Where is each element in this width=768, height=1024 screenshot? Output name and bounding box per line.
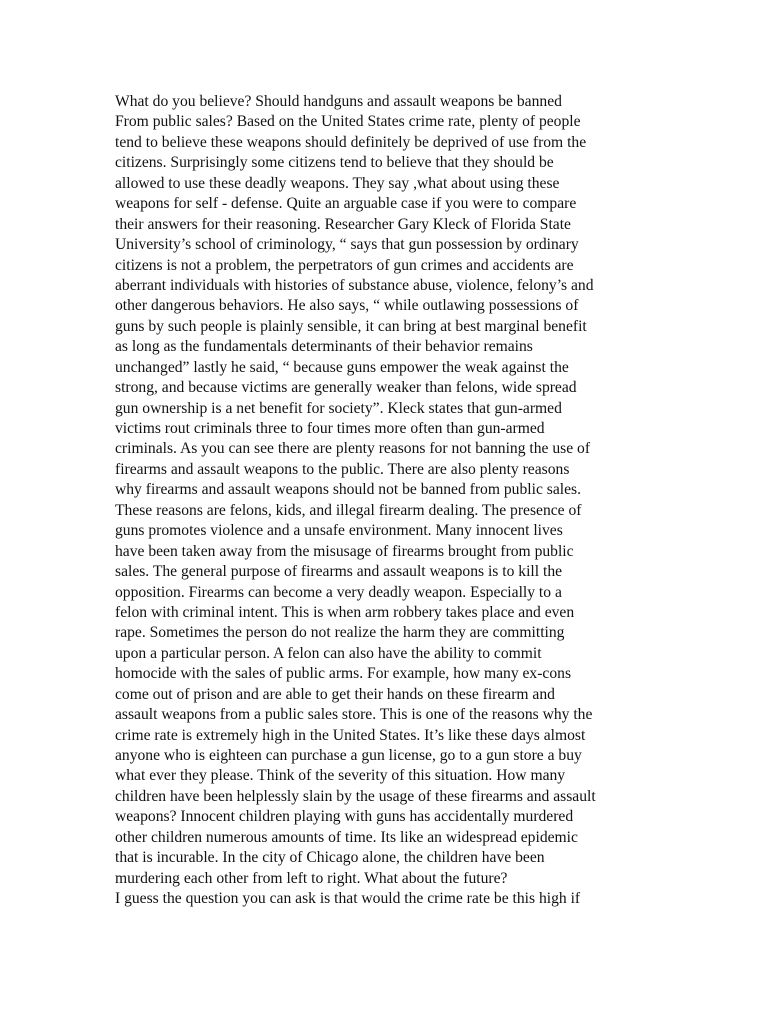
- text-line: as long as the fundamentals determinants of their behavior remains: [115, 338, 533, 356]
- text-line: aberrant individuals with histories of substance abuse, violence, felony’s and: [115, 276, 594, 294]
- text-line: homocide with the sales of public arms. For example, how many ex-cons: [115, 665, 572, 683]
- text-line: guns by such people is plainly sensible, it can bring at best marginal benefit: [115, 317, 587, 335]
- text-line: What do you believe? Should handguns and assault weapons be banned: [115, 93, 562, 110]
- text-line: victims rout criminals three to four times more often than gun-armed: [115, 420, 545, 437]
- text-line: weapons for self - defense. Quite an arguable case if you were to compare: [115, 195, 577, 213]
- text-line: These reasons are felons, kids, and illegal firearm dealing. The presence of: [115, 501, 582, 519]
- text-line: citizens is not a problem, the perpetrators of gun crimes and accidents are: [115, 256, 574, 274]
- text-line: what ever they please. Think of the severity of this situation. How many: [115, 767, 566, 785]
- text-line: children have been helplessly slain by the usage of these firearms and assault: [115, 787, 596, 805]
- text-line: From public sales? Based on the United States crime rate, plenty of people: [115, 113, 581, 131]
- text-line: anyone who is eighteen can purchase a gun license, go to a gun store a buy: [115, 747, 582, 764]
- text-line: gun ownership is a net benefit for society”. Kleck states that gun-armed: [115, 399, 562, 417]
- text-line: I guess the question you can ask is that would the crime rate be this high if: [115, 890, 581, 908]
- text-line: crime rate is extremely high in the United States. It’s like these days almost: [115, 726, 586, 744]
- text-line: upon a particular person. A felon can also have the ability to commit: [115, 644, 542, 662]
- text-line: have been taken away from the misusage of firearms brought from public: [115, 542, 574, 560]
- text-line: citizens. Surprisingly some citizens tend to believe that they should be: [115, 154, 554, 172]
- text-line: murdering each other from left to right. What about the future?: [115, 869, 508, 887]
- text-line: come out of prison and are able to get their hands on these firearm and: [115, 685, 555, 703]
- text-line: sales. The general purpose of firearms and assault weapons is to kill the: [115, 563, 563, 581]
- text-line: University’s school of criminology, “ says that gun possession by ordinary: [115, 236, 579, 254]
- text-line: criminals. As you can see there are plenty reasons for not banning the use of: [115, 440, 591, 458]
- text-line: strong, and because victims are generally weaker than felons, wide spread: [115, 379, 577, 397]
- text-line: unchanged” lastly he said, “ because guns empower the weak against the: [115, 358, 569, 376]
- text-line: firearms and assault weapons to the public. There are also plenty reasons: [115, 460, 570, 478]
- text-line: guns promotes violence and a unsafe environment. Many innocent lives: [115, 522, 563, 540]
- text-line: assault weapons from a public sales store. This is one of the reasons why the: [115, 706, 593, 724]
- text-line: tend to believe these weapons should definitely be deprived of use from the: [115, 133, 587, 151]
- text-line: their answers for their reasoning. Researcher Gary Kleck of Florida State: [115, 215, 571, 233]
- text-line: weapons? Innocent children playing with guns has accidentally murdered: [115, 808, 574, 826]
- text-line: allowed to use these deadly weapons. They say ,what about using these: [115, 174, 560, 192]
- text-line: opposition. Firearms can become a very deadly weapon. Especially to a: [115, 583, 562, 601]
- text-line: felon with criminal intent. This is when arm robbery takes place and even: [115, 603, 575, 621]
- text-line: rape. Sometimes the person do not realize the harm they are committing: [115, 624, 565, 642]
- text-line: why firearms and assault weapons should not be banned from public sales.: [115, 481, 581, 499]
- text-line: other dangerous behaviors. He also says, “ while outlawing possessions of: [115, 297, 579, 315]
- essay-body: [115, 92, 675, 910]
- text-line: that is incurable. In the city of Chicago alone, the children have been: [115, 849, 545, 867]
- text-line: other children numerous amounts of time. Its like an widespread epidemic: [115, 828, 578, 846]
